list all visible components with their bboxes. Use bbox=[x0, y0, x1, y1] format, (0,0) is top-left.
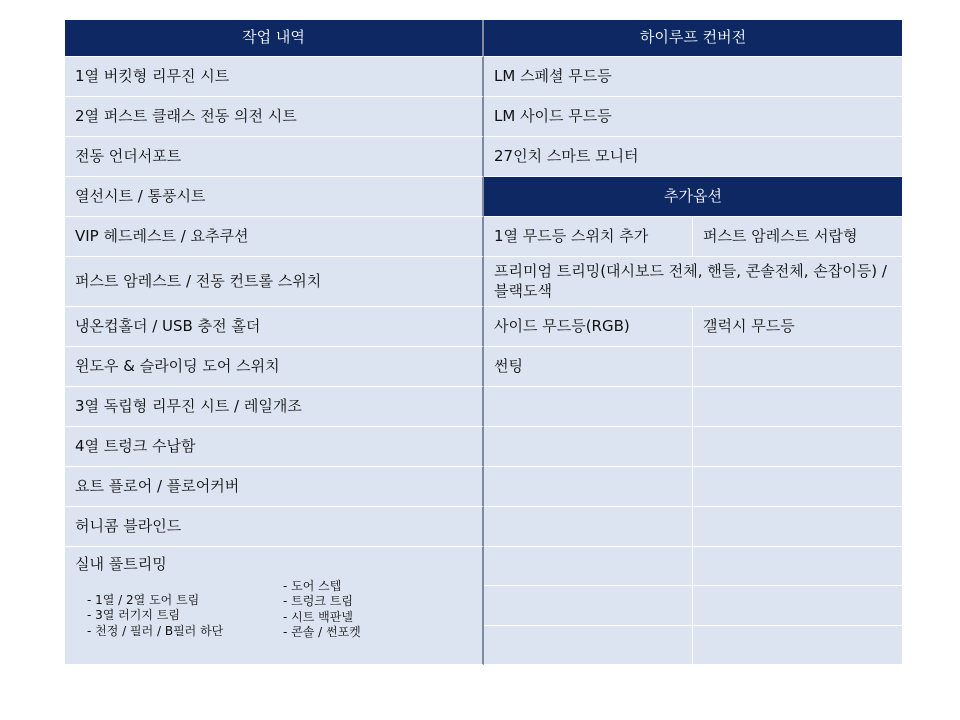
trim-subitem: - 도어 스텝 bbox=[283, 578, 342, 593]
conversion-item: 27인치 스마트 모니터 bbox=[484, 137, 903, 177]
empty-cell bbox=[484, 626, 693, 665]
table-row bbox=[65, 427, 903, 467]
header-row bbox=[65, 20, 903, 57]
trim-subitem: - 천정 / 필러 / B필러 하단 bbox=[87, 623, 224, 638]
table-row-trimming bbox=[65, 547, 903, 665]
table-row bbox=[65, 137, 903, 177]
table-row bbox=[65, 217, 903, 257]
trim-subitem: - 3열 러기지 트림 bbox=[87, 608, 180, 623]
table-row bbox=[65, 57, 903, 97]
table-row bbox=[65, 507, 903, 547]
empty-cell bbox=[484, 467, 693, 507]
option-item-empty bbox=[693, 347, 903, 387]
trim-subitems-left bbox=[87, 593, 283, 641]
empty-cell bbox=[693, 387, 903, 427]
table-row bbox=[65, 347, 903, 387]
work-item: 전동 언더서포트 bbox=[65, 137, 484, 177]
table-row bbox=[65, 307, 903, 347]
option-item: 퍼스트 암레스트 서랍형 bbox=[693, 217, 903, 257]
trim-subitem: - 콘솔 / 썬포켓 bbox=[283, 625, 361, 640]
work-item: 열선시트 / 통풍시트 bbox=[65, 177, 484, 217]
work-item: VIP 헤드레스트 / 요추쿠션 bbox=[65, 217, 484, 257]
empty-cell bbox=[693, 467, 903, 507]
empty-cell bbox=[484, 507, 693, 547]
empty-cell bbox=[693, 427, 903, 467]
trim-subitem: - 1열 / 2열 도어 트림 bbox=[87, 592, 200, 607]
empty-cell bbox=[693, 507, 903, 547]
work-item: 4열 트렁크 수납함 bbox=[65, 427, 484, 467]
work-item: 1열 버킷형 리무진 시트 bbox=[65, 57, 484, 97]
table-row bbox=[65, 97, 903, 137]
work-item-interior-trimming bbox=[65, 547, 484, 665]
table-row bbox=[65, 387, 903, 427]
conversion-item: LM 스페셜 무드등 bbox=[484, 57, 903, 97]
header-work-history: 작업 내역 bbox=[65, 20, 484, 57]
empty-cell bbox=[484, 387, 693, 427]
empty-subrow bbox=[484, 626, 903, 665]
option-item: 사이드 무드등(RGB) bbox=[484, 307, 693, 347]
work-item: 3열 독립형 리무진 시트 / 레일개조 bbox=[65, 387, 484, 427]
option-item: 갤럭시 무드등 bbox=[693, 307, 903, 347]
work-item: 2열 퍼스트 클래스 전동 의전 시트 bbox=[65, 97, 484, 137]
header-hiroof-conversion: 하이루프 컨버전 bbox=[484, 20, 903, 57]
trim-subitem: - 시트 백판넬 bbox=[283, 609, 353, 624]
option-item: 썬팅 bbox=[484, 347, 693, 387]
option-item-premium-trimming: 프리미엄 트리밍(대시보드 전체, 핸들, 콘솔전체, 손잡이등) / 블랙도색 bbox=[484, 257, 903, 307]
empty-cell bbox=[693, 586, 903, 626]
work-table bbox=[65, 20, 903, 665]
work-item: 퍼스트 암레스트 / 전동 컨트롤 스위치 bbox=[65, 257, 484, 307]
trim-subitem: - 트렁크 트림 bbox=[283, 594, 353, 609]
conversion-item: LM 사이드 무드등 bbox=[484, 97, 903, 137]
work-item: 허니콤 블라인드 bbox=[65, 507, 484, 547]
header-options: 추가옵션 bbox=[484, 177, 903, 217]
work-item: 요트 플로어 / 플로어커버 bbox=[65, 467, 484, 507]
empty-cell bbox=[484, 427, 693, 467]
table-row bbox=[65, 467, 903, 507]
empty-cell bbox=[693, 547, 903, 586]
option-item: 1열 무드등 스위치 추가 bbox=[484, 217, 693, 257]
trim-subitems bbox=[75, 578, 483, 641]
empty-cell bbox=[693, 626, 903, 665]
table-row bbox=[65, 177, 903, 217]
empty-subrow bbox=[484, 586, 903, 626]
work-item: 윈도우 & 슬라이딩 도어 스위치 bbox=[65, 347, 484, 387]
empty-cells-column bbox=[484, 547, 903, 665]
trim-subitems-right bbox=[283, 579, 483, 641]
empty-subrow bbox=[484, 547, 903, 586]
empty-cell bbox=[484, 547, 693, 586]
table-row bbox=[65, 257, 903, 307]
empty-cell bbox=[484, 586, 693, 626]
work-item: 냉온컵홀더 / USB 충전 홀더 bbox=[65, 307, 484, 347]
work-item: 실내 풀트리밍 bbox=[75, 555, 167, 573]
